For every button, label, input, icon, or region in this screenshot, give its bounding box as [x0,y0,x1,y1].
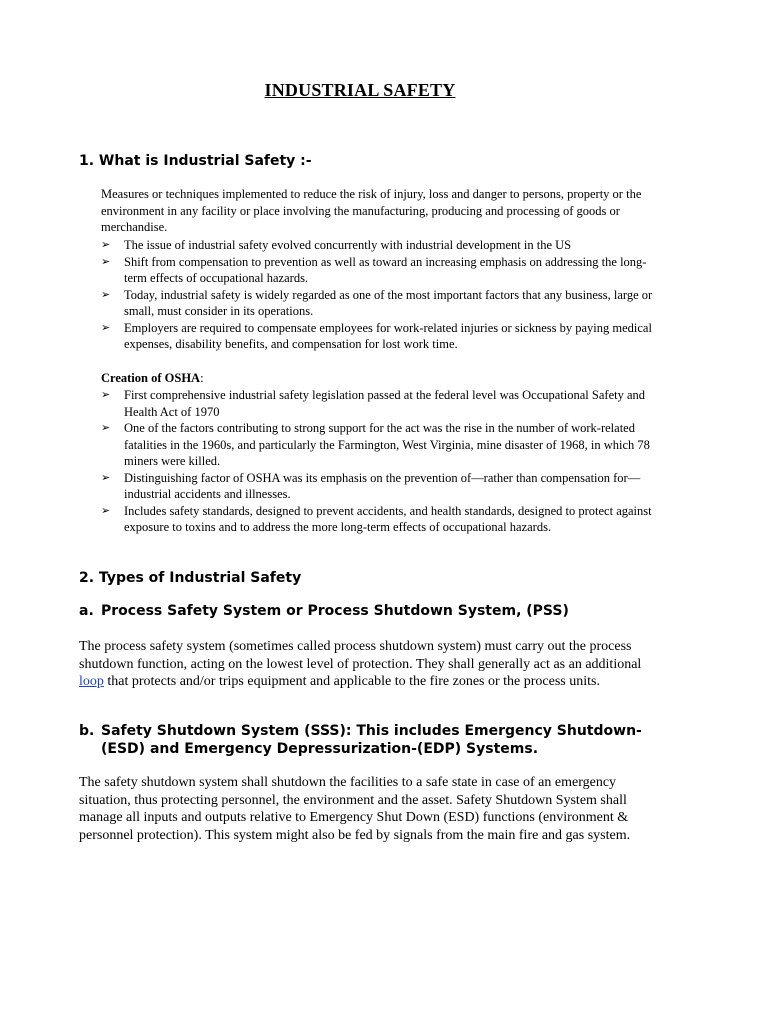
osha-subheading: Creation of OSHA: [101,371,204,385]
list-item: ➢ Today, industrial safety is widely regarded as one of the most important factors that any business, large or small, must consider in its operations. [101,287,653,318]
osha-bullet-list [101,387,656,536]
list-item: ➢ Includes safety standards, designed to prevent accidents, and health standards, designed to protect against exposure to toxins and to address the more long-term effects of occupational hazards. [101,503,652,534]
list-item: ➢ First comprehensive industrial safety legislation passed at the federal level was Occupational Safety and Health Act of 1970 [101,388,646,419]
arrow-bullet-icon: ➢ [101,238,111,251]
subsection-a-title: Process Safety System or Process Shutdown System, (PSS) [101,603,569,619]
document-title: INDUSTRIAL SAFETY [264,80,456,100]
subsection-a-marker: a. [79,603,94,619]
list-item: ➢ Employers are required to compensate employees for work-related injuries or sickness by paying medical expenses, disability benefits, and compensation for lost work time. [101,320,652,351]
section-1-bullet-list [101,237,656,353]
list-item: ➢ One of the factors contributing to strong support for the act was the rise in the number of work-related fatalities in the 1960s, and particularly the Farmington, West Virginia, mine disaster of 1968, in which 78 miners were killed. [101,421,650,468]
osha-label: Creation of OSHA [101,371,201,385]
list-item: ➢ Shift from compensation to prevention as well as toward an increasing emphasis on addressing the long-term effects of occupational hazards. [101,254,647,285]
loop-link[interactable]: loop [79,674,104,689]
list-item: ➢ Distinguishing factor of OSHA was its emphasis on the prevention of—rather than compensation for—industrial accidents and illnesses. [101,470,641,501]
section-2-heading: 2. Types of Industrial Safety [79,570,302,586]
arrow-bullet-icon: ➢ [101,388,111,401]
subsection-b-paragraph: The safety shutdown system shall shutdown the facilities to a safe state in case of an emergency situation, thus protecting personnel, the environment and the asset. Safety Shutdown System shall manage all inputs and outputs relative to Emergency Shut Down (ESD) functions (environment & personnel protection). This system might also be fed by signals from the main fire and gas system. [79,775,631,843]
arrow-bullet-icon: ➢ [101,320,111,334]
subsection-b-title: Safety Shutdown System (SSS): This includes Emergency Shutdown-(ESD) and Emergency Depressurization-(EDP) Systems. [101,723,642,757]
section-1-heading: 1. What is Industrial Safety :- [79,153,312,169]
subsection-b-marker: b. [79,723,95,739]
arrow-bullet-icon: ➢ [101,503,111,517]
subsection-a-paragraph: The process safety system (sometimes called process shutdown system) must carry out the process shutdown function, acting on the lowest level of protection. They shall generally act as an additional loop that protects and/or trips equipment and applicable to the fire zones or the process units. [79,639,642,689]
list-item: ➢ The issue of industrial safety evolved concurrently with industrial development in the US [101,238,572,252]
arrow-bullet-icon: ➢ [101,254,111,268]
arrow-bullet-icon: ➢ [101,287,111,301]
arrow-bullet-icon: ➢ [101,421,111,434]
arrow-bullet-icon: ➢ [101,470,111,484]
section-1-intro: Measures or techniques implemented to reduce the risk of injury, loss and danger to persons, property or the environment in any facility or place involving the manufacturing, producing and processing of goods or merchandise. [101,187,642,234]
